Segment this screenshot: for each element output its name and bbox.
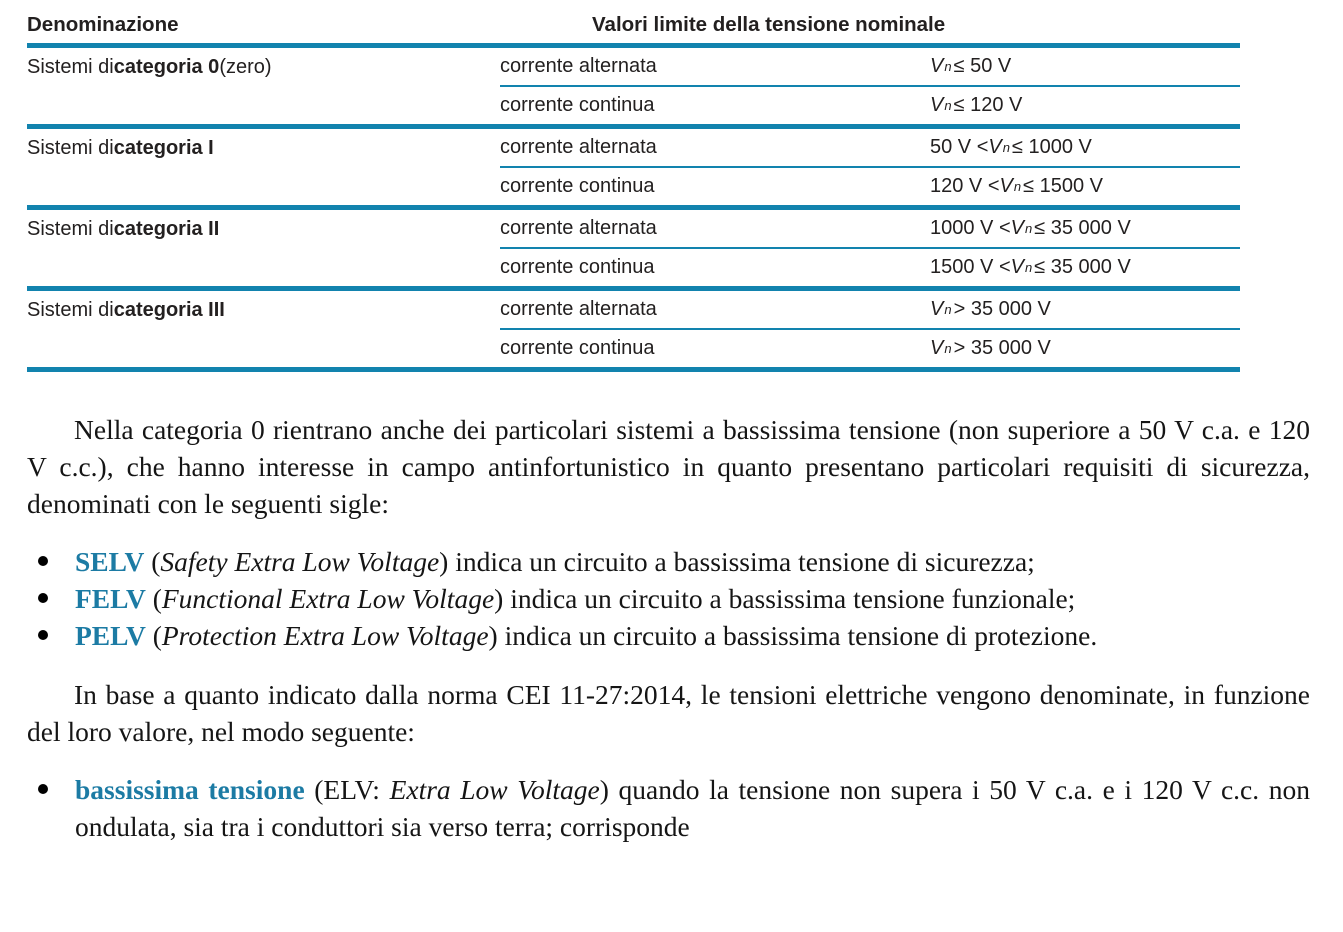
- voltage-limit-alternata: V n ≤ 50 V: [930, 48, 1240, 87]
- paragraph-categoria-0: Nella categoria 0 rientrano anche dei particolari sistemi a bassissima tensione (non superiore a 50 V c.a. e 120 V c.c.), che hanno interesse in campo antinfortunistico in quanto presentano particolari requisiti di sicurezza, denominati con le seguenti sigle:: [27, 414, 1310, 519]
- current-type-continua: corrente continua: [500, 94, 655, 116]
- table-header-row: [27, 6, 1240, 43]
- list-item-text: FELV (Functional Extra Low Voltage) indica un circuito a bassissima tensione funzionale;: [75, 583, 1076, 614]
- current-type-alternata: corrente alternata: [500, 129, 930, 168]
- list-item-text: SELV (Safety Extra Low Voltage) indica un circuito a bassissima tensione di sicurezza;: [75, 546, 1035, 577]
- category-label: Sistemi di categoria I: [27, 137, 214, 159]
- voltage-category-table: [27, 6, 1240, 372]
- current-type-alternata: corrente alternata: [500, 48, 930, 87]
- list-item-text: bassissima tensione (ELV: Extra Low Voltage) quando la tensione non supera i 50 V c.a. e i 120 V c.c. non ondulata, sia tra i conduttori sia verso terra; corrisponde: [75, 774, 1310, 842]
- bullet-list-sigle: [27, 543, 1310, 654]
- list-item: [27, 543, 1310, 580]
- bullet-dot-icon: [38, 630, 48, 640]
- voltage-limit-continua: 120 V < V n ≤ 1500 V: [930, 175, 1104, 197]
- voltage-limit-alternata: 1000 V < V n ≤ 35 000 V: [930, 210, 1240, 249]
- list-item-text: PELV (Protection Extra Low Voltage) indica un circuito a bassissima tensione di protezione.: [75, 620, 1098, 651]
- list-item: [27, 617, 1310, 654]
- current-type-alternata: corrente alternata: [500, 291, 930, 330]
- voltage-limit-alternata: V n > 35 000 V: [930, 291, 1240, 330]
- bullet-dot-icon: [38, 593, 48, 603]
- current-type-continua: corrente continua: [500, 337, 655, 359]
- voltage-limit-continua: V n > 35 000 V: [930, 337, 1051, 359]
- current-type-continua: corrente continua: [500, 256, 655, 278]
- voltage-limit-continua: 1500 V < V n ≤ 35 000 V: [930, 256, 1131, 278]
- bullet-dot-icon: [38, 784, 48, 794]
- table-category-block: [27, 205, 1240, 286]
- table-header-denominazione: Denominazione: [27, 12, 179, 36]
- bullet-dot-icon: [38, 556, 48, 566]
- table-category-block: [27, 43, 1240, 124]
- table-body: [27, 43, 1240, 372]
- paragraph-norma-cei: In base a quanto indicato dalla norma CEI 11-27:2014, le tensioni elettriche vengono denominate, in funzione del loro valore, nel modo seguente:: [27, 679, 1310, 747]
- category-label: Sistemi di categoria III: [27, 299, 225, 321]
- current-type-continua: corrente continua: [500, 175, 655, 197]
- voltage-limit-alternata: 50 V < V n ≤ 1000 V: [930, 129, 1240, 168]
- bullet-list-tensioni: [27, 771, 1310, 845]
- category-label: Sistemi di categoria II: [27, 218, 220, 240]
- table-header-valori-limite: Valori limite della tensione nominale: [592, 12, 946, 36]
- table-category-block: [27, 124, 1240, 205]
- body-text: [27, 411, 1310, 845]
- current-type-alternata: corrente alternata: [500, 210, 930, 249]
- table-category-block: [27, 286, 1240, 367]
- voltage-limit-continua: V n ≤ 120 V: [930, 94, 1023, 116]
- category-label: Sistemi di categoria 0 (zero): [27, 56, 272, 78]
- list-item: [27, 771, 1310, 845]
- list-item: [27, 580, 1310, 617]
